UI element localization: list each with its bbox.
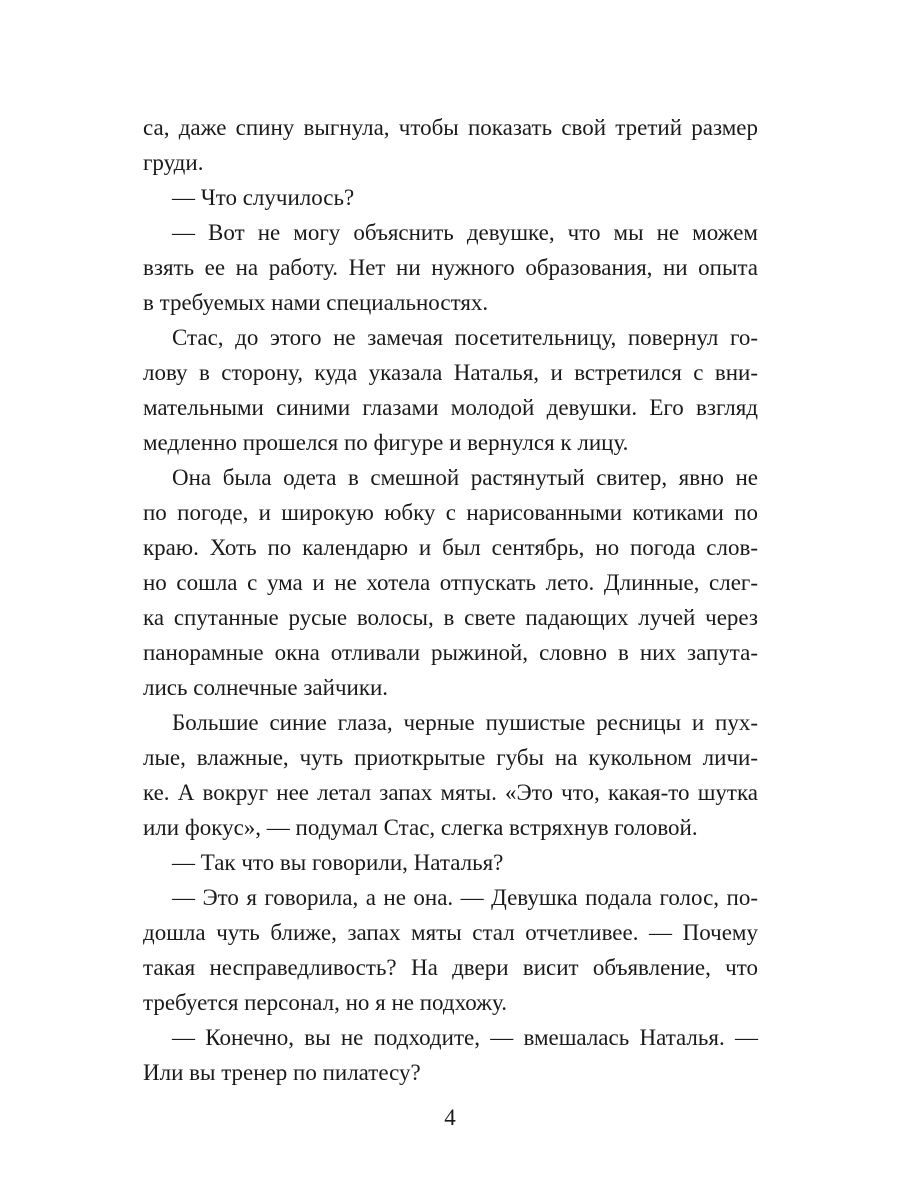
dialogue-line: — Вот не могу объяснить девушке, что мы не можем: [172, 220, 758, 245]
text-line: такая несправедливость? На двери висит объявление, что: [143, 955, 758, 980]
text-line: Или вы тренер по пилатесу?: [143, 1060, 421, 1085]
paragraph-start-line: Стас, до этого не замечая посетительницу, повернул го-: [172, 325, 758, 350]
text-line: лись солнечные зайчики.: [143, 675, 389, 700]
text-line: краю. Хоть по календарю и был сентябрь, но погода слов-: [143, 535, 758, 560]
dialogue-line: — Это я говорила, а не она. — Девушка подала голос, по-: [172, 885, 758, 910]
text-line: лову в сторону, куда указала Наталья, и встретился с вни-: [143, 360, 758, 385]
text-line: са, даже спину выгнула, чтобы показать свой третий размер: [143, 115, 758, 140]
text-line: ке. А вокруг нее летал запах мяты. «Это что, какая-то шутка: [143, 780, 758, 805]
text-line: лые, влажные, чуть приоткрытые губы на кукольном личи-: [143, 745, 758, 770]
dialogue-line: — Так что вы говорили, Наталья?: [172, 850, 504, 875]
text-line: мательными синими глазами молодой девушки. Его взгляд: [143, 395, 758, 420]
paragraph-start-line: Она была одета в смешной растянутый свитер, явно не: [172, 465, 758, 490]
text-line: но сошла с ума и не хотела отпускать лето. Длинные, слег-: [143, 570, 758, 595]
text-line: в требуемых нами специальностях.: [143, 290, 489, 315]
text-line: требуется персонал, но я не подхожу.: [143, 990, 507, 1015]
dialogue-line: — Конечно, вы не подходите, — вмешалась Наталья. —: [172, 1025, 758, 1050]
text-line: по погоде, и широкую юбку с нарисованными котиками по: [143, 500, 758, 525]
paragraph-start-line: Большие синие глаза, черные пушистые ресницы и пух-: [172, 710, 758, 735]
text-line: взять ее на работу. Нет ни нужного образования, ни опыта: [143, 255, 758, 280]
text-line: груди.: [143, 150, 204, 175]
page-number: 4: [444, 1105, 456, 1130]
dialogue-line: — Что случилось?: [172, 185, 355, 210]
text-line: панорамные окна отливали рыжиной, словно в них запута-: [143, 640, 758, 665]
text-line: ка спутанные русые волосы, в свете падающих лучей через: [143, 605, 758, 630]
text-line: дошла чуть ближе, запах мяты стал отчетливее. — Почему: [143, 920, 758, 945]
text-line: или фокус», — подумал Стас, слегка встряхнув головой.: [143, 815, 698, 840]
text-line: медленно прошелся по фигуре и вернулся к лицу.: [143, 430, 629, 455]
book-page-text: [143, 110, 758, 1090]
